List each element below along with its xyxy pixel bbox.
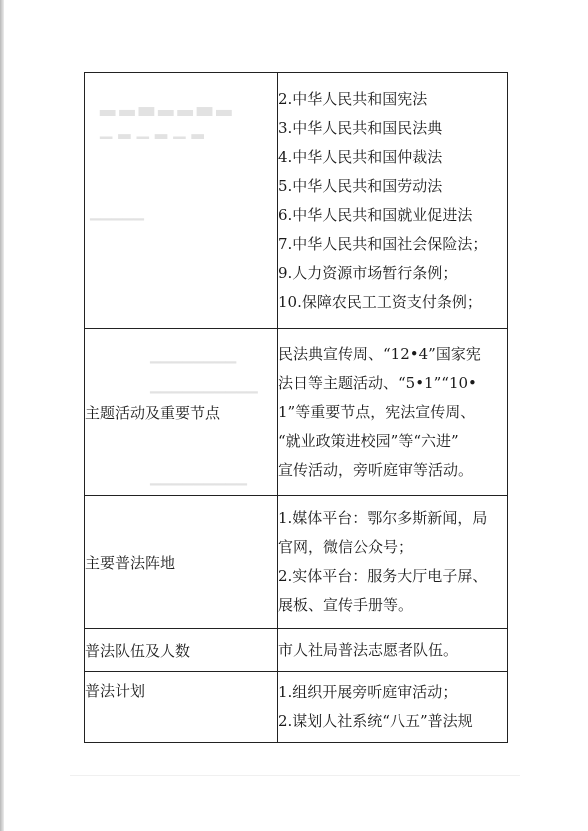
table-row <box>85 73 508 329</box>
text-line: “就业政策进校园”等“六进” <box>278 431 459 450</box>
show-through-mark: ▁▁▁▁▁ <box>90 205 144 221</box>
show-through-mark: ▁▁▁▁▁▁▁▁▁▁ <box>150 378 258 394</box>
table-row <box>85 629 508 672</box>
text-line: 市人社局普法志愿者队伍。 <box>278 640 459 659</box>
list-item: 3.中华人民共和国民法典 <box>278 118 443 137</box>
row-label-team-size: 普法队伍及人数 <box>85 629 278 672</box>
text-line: 2.谋划人社系统“八五”普法规 <box>278 712 473 730</box>
list-item: 6.中华人民共和国就业促进法 <box>278 205 473 224</box>
theme-activities-cell <box>278 329 508 496</box>
show-through-mark: ▂▂▃▂▂▃▂ <box>100 92 236 116</box>
list-item: 2.中华人民共和国宪法 <box>278 89 428 108</box>
text-line: 展板、宣传手册等。 <box>278 596 414 614</box>
table-row <box>85 329 508 496</box>
list-item: 4.中华人民共和国仲裁法 <box>278 147 443 166</box>
show-through-mark: ▁▁▁▁▁▁▁▁ <box>150 348 237 364</box>
row-label-plan: 普法计划 <box>85 672 278 743</box>
law-popularization-table <box>84 72 508 743</box>
text-line: 1.媒体平台：鄂尔多斯新闻，局 <box>278 509 488 527</box>
list-item: 9.人力资源市场暂行条例； <box>278 263 458 282</box>
table-row <box>85 496 508 629</box>
text-line: 宣传活动，旁听庭审等活动。 <box>278 460 474 479</box>
text-line: 官网，微信公众号； <box>278 538 414 556</box>
show-through-mark: ▁▂▁▂▁▂ <box>100 120 210 139</box>
main-platforms-cell <box>278 496 508 629</box>
faint-footer-rule <box>70 775 520 776</box>
laws-list-cell <box>278 73 508 329</box>
row-label-theme-activities: 主题活动及重要节点 <box>85 329 278 496</box>
page-edge-shadow <box>0 0 4 831</box>
text-line: 法日等主题活动、“5•1”“10• <box>278 373 477 392</box>
text-line: 民法典宣传周、“12•4”国家宪 <box>278 344 481 363</box>
team-size-cell <box>278 629 508 672</box>
table-row <box>85 672 508 743</box>
list-item: 7.中华人民共和国社会保险法； <box>278 234 488 253</box>
text-line: 1”等重要节点，宪法宣传周、 <box>278 402 476 421</box>
row-label-empty <box>85 73 278 329</box>
list-item: 10.保障农民工工资支付条例； <box>278 292 482 311</box>
plan-cell <box>278 672 508 743</box>
text-line: 2.实体平台：服务大厅电子屏、 <box>278 567 488 585</box>
list-item: 5.中华人民共和国劳动法 <box>278 176 443 195</box>
row-label-main-platforms: 主要普法阵地 <box>85 496 278 629</box>
show-through-mark: ▁▁▁▁▁▁▁▁▁ <box>150 470 247 486</box>
text-line: 1.组织开展旁听庭审活动； <box>278 683 458 701</box>
